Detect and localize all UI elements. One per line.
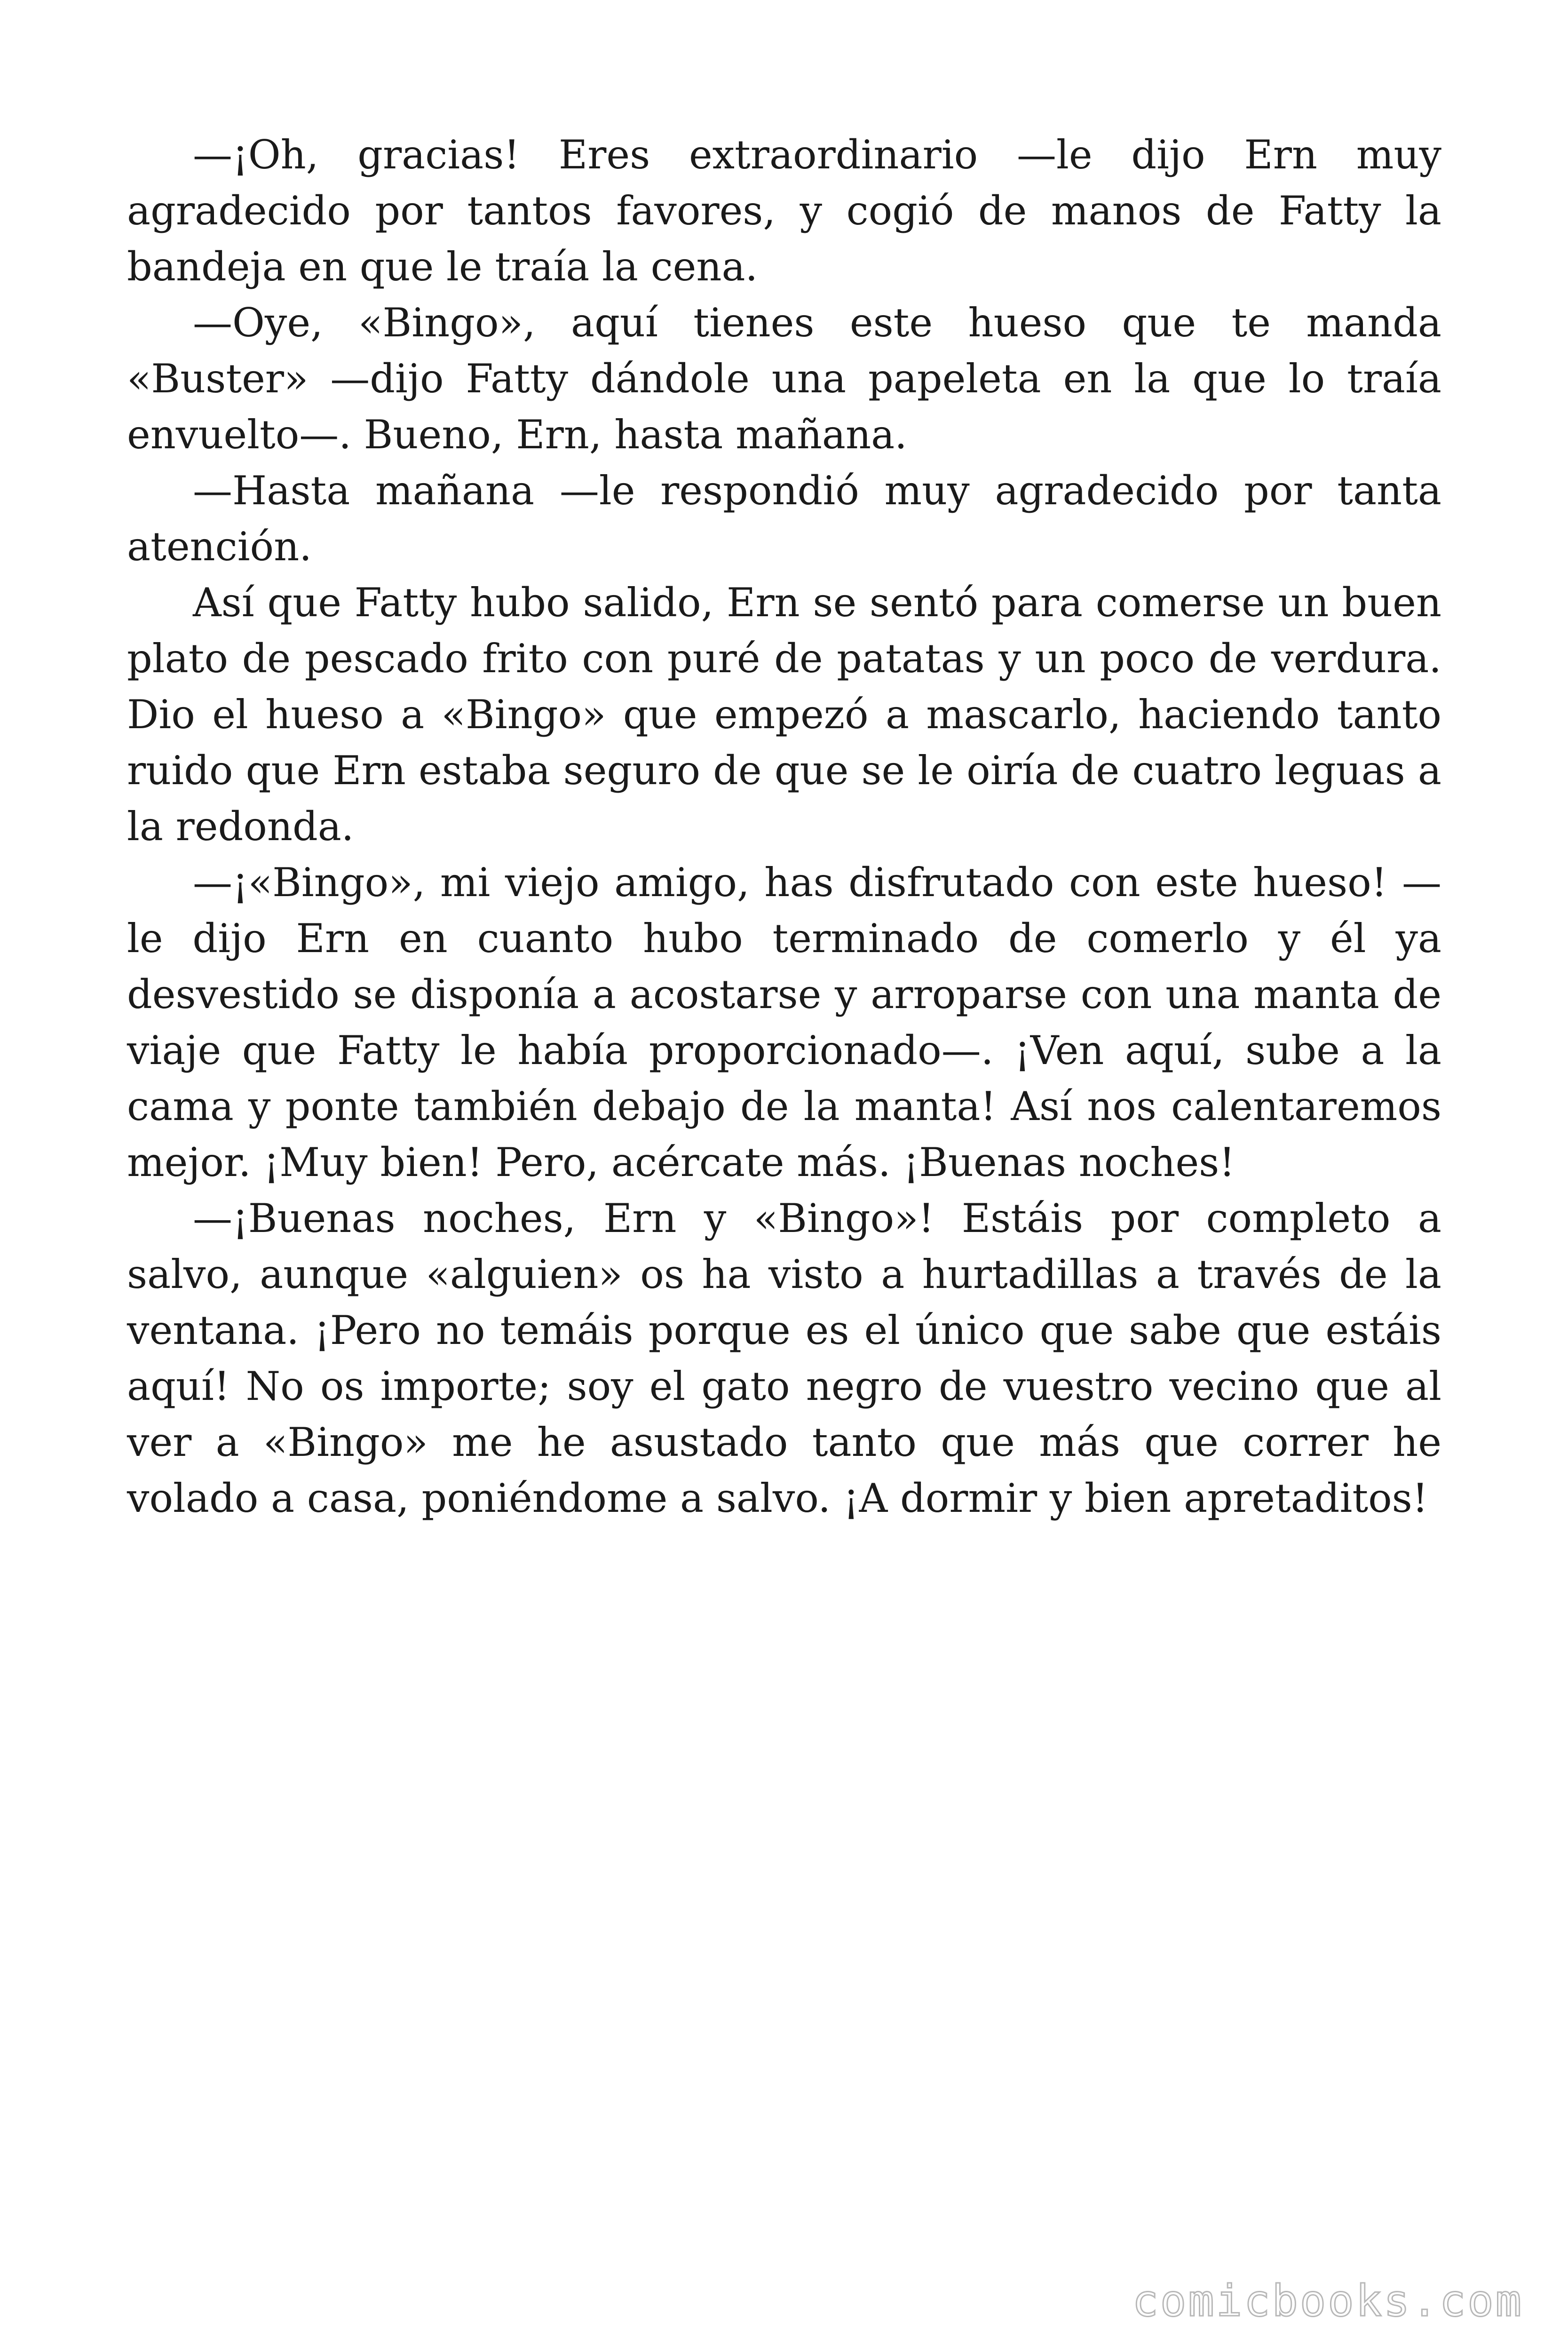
paragraph-5: —¡«Bingo», mi viejo amigo, has disfrutado con este hueso! —le dijo Ern en cuanto hubo terminado de comerlo y él ya desvestido se disponía a acostarse y arroparse con una manta de viaje que Fatty le había proporcionado—. ¡Ven aquí, sube a la cama y ponte también debajo de la manta! Así nos calentaremos mejor. ¡Muy bien! Pero, acércate más. ¡Buenas noches! <box>127 859 1441 1185</box>
paragraph-3: —Hasta mañana —le respondió muy agradecido por tanta atención. <box>127 468 1441 570</box>
paragraph-1: —¡Oh, gracias! Eres extraordinario —le dijo Ern muy agradecido por tantos favores, y cogió de manos de Fatty la bandeja en que le traía la cena. <box>127 132 1441 290</box>
paragraph-2: —Oye, «Bingo», aquí tienes este hueso que te manda «Buster» —dijo Fatty dándole una papeleta en la que lo traía envuelto—. Bueno, Ern, hasta mañana. <box>127 300 1441 458</box>
paragraph-4: Así que Fatty hubo salido, Ern se sentó para comerse un buen plato de pescado frito con puré de patatas y un poco de verdura. Dio el hueso a «Bingo» que empezó a mascarlo, haciendo tanto ruido que Ern estaba seguro de que se le oiría de cuatro leguas a la redonda. <box>127 580 1441 850</box>
paragraph-6: —¡Buenas noches, Ern y «Bingo»! Estáis por completo a salvo, aunque «alguien» os ha visto a hurtadillas a través de la ventana. ¡Pero no temáis porque es el único que sabe que estáis aquí! No os importe; soy el gato negro de vuestro vecino que al ver a «Bingo» me he asustado tanto que más que correr he volado a casa, poniéndome a salvo. ¡A dormir y bien apretaditos! <box>127 1195 1441 1521</box>
watermark: comicbooks.com <box>1132 2276 1523 2326</box>
body-text <box>127 127 1441 1526</box>
